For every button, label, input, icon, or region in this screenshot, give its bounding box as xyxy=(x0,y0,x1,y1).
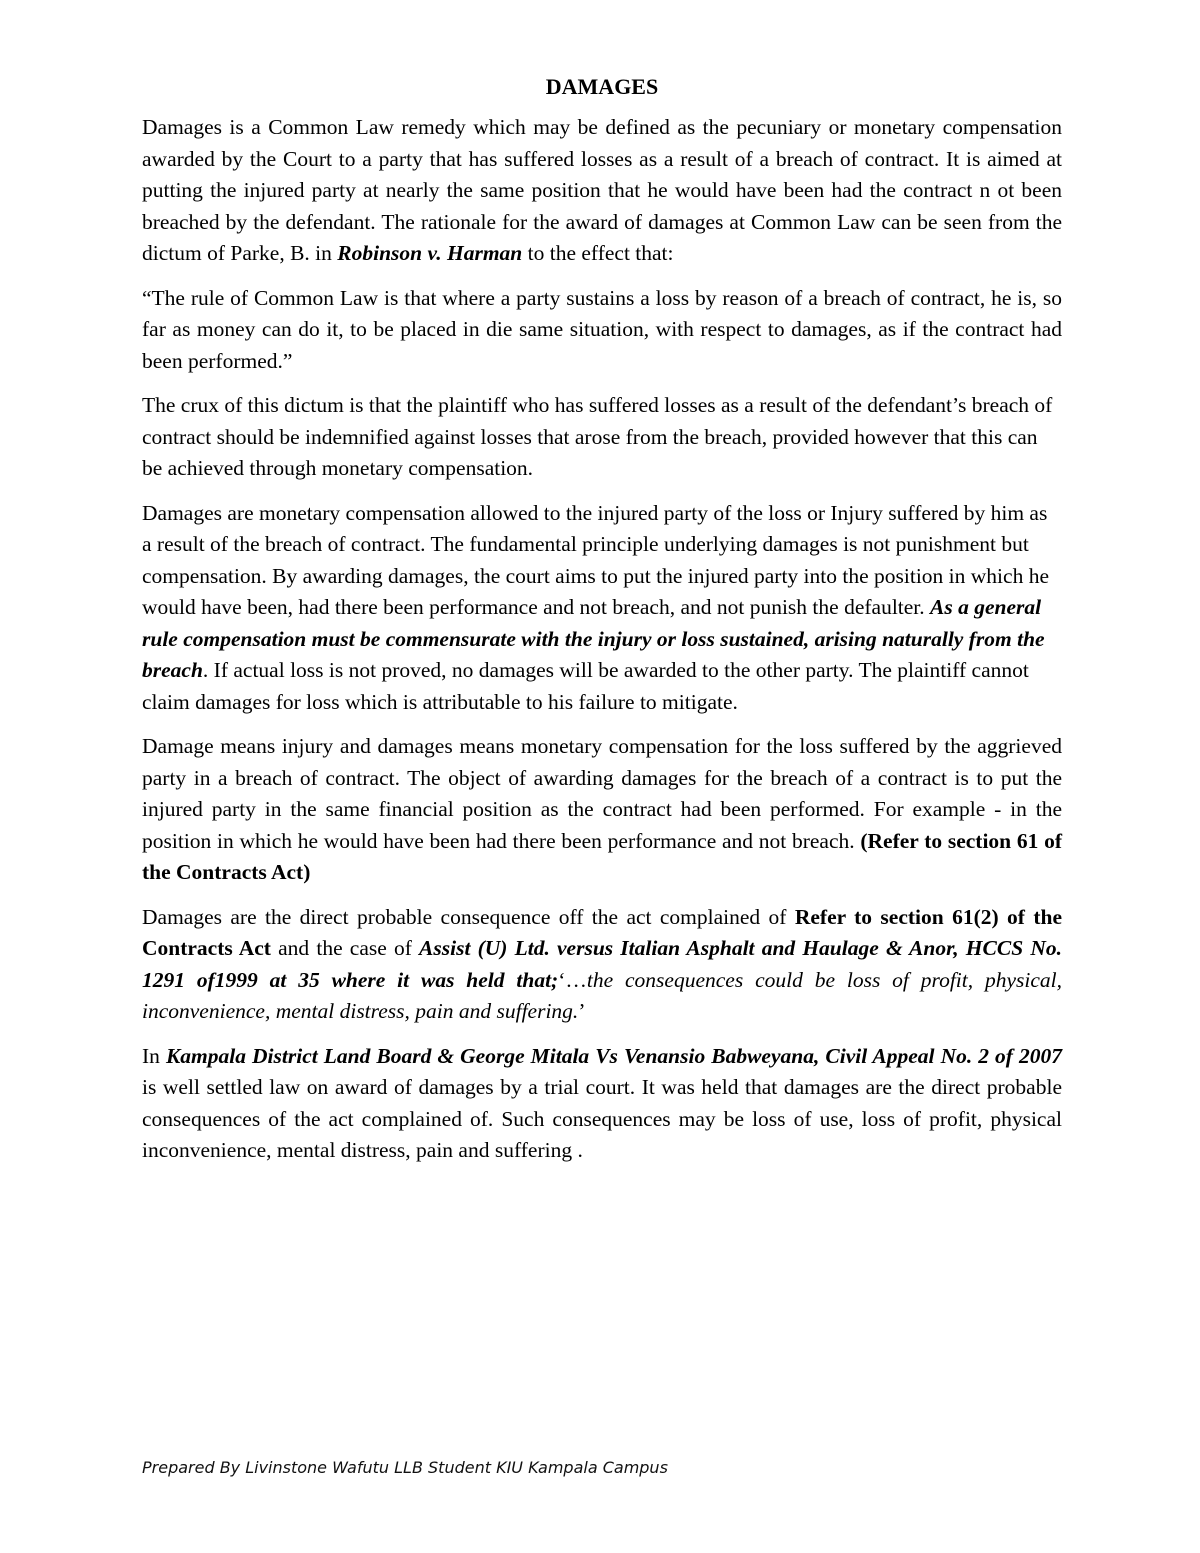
document-body xyxy=(142,72,1062,1180)
statute-reference: Refer to section 61(2) of the Contracts Act xyxy=(142,904,1062,960)
page-footer: Prepared By Livinstone Wafutu LLB Student KIU Kampala Campus xyxy=(142,1458,668,1477)
quote-mark: ‘… xyxy=(558,967,587,992)
paragraph-principle xyxy=(142,498,1062,719)
held-quote: the consequences could be loss of profit, physical, inconvenience, mental distress, pain and suffering. xyxy=(142,967,1063,1023)
quote-mark: ’ xyxy=(578,999,586,1023)
paragraph-text: In xyxy=(142,1043,166,1068)
paragraph-dictum-quote: “The rule of Common Law is that where a party sustains a loss by reason of a breach of contract, he is, so far as money can do it, to be placed in die same situation, with respect to damages, as if the contract had been performed.” xyxy=(142,285,1062,373)
paragraph-text: . If actual loss is not proved, no damages will be awarded to the other party. The plaintiff cannot claim damages for loss which is attributable to his failure to mitigate. xyxy=(142,658,1029,714)
paragraph-kampala-case xyxy=(142,1041,1062,1167)
paragraph-definition xyxy=(142,112,1062,270)
statute-reference: (Refer to section 61 of the Contracts Act) xyxy=(142,828,1062,884)
case-citation: Robinson v. Harman xyxy=(337,241,523,265)
paragraph-damage-meaning xyxy=(142,731,1062,889)
paragraph-text: is well settled law on award of damages by a trial court. It was held that damages are the direct probable consequences of the act complained of. Such consequences may be loss of use, loss of profit, physical inconvenience, mental distress, pain and suffering . xyxy=(142,1075,1062,1162)
paragraph-text: Damages are the direct probable consequence off the act complained of xyxy=(142,904,795,929)
page-title: DAMAGES xyxy=(545,74,659,99)
case-citation: Kampala District Land Board & George Mitala Vs Venansio Babweyana, Civil Appeal No. 2 of 2007 xyxy=(165,1043,1062,1068)
paragraph-crux: The crux of this dictum is that the plaintiff who has suffered losses as a result of the defendant’s breach of contract should be indemnified against losses that arose from the breach, provided however that this can be achieved through monetary compensation. xyxy=(142,393,1053,480)
paragraph-text: Damages is a Common Law remedy which may be defined as the pecuniary or monetary compensation awarded by the Court to a party that has suffered losses as a result of a breach of contract. It is aimed at putting the injured party at nearly the same position that he would have been had the contract n ot been breached by the defendant. The rationale for the award of damages at Common Law can be seen from the dictum of Parke, B. in xyxy=(142,115,1062,265)
paragraph-text: Damages are monetary compensation allowed to the injured party of the loss or Injury suffered by him as a result of the breach of contract. The fundamental principle underlying damages is not punishment but compensation. By awarding damages, the court aims to put the injured party into the position in which he would have been, had there been performance and not breach, and not punish the defaulter. xyxy=(142,500,1049,619)
emphasis-rule: As a general rule compensation must be commensurate with the injury or loss sustained, arising naturally from the breach xyxy=(142,595,1045,682)
paragraph-text: to the effect that: xyxy=(522,241,674,265)
paragraph-consequence xyxy=(142,902,1062,1028)
case-citation: Assist (U) Ltd. versus Italian Asphalt and Haulage & Anor, HCCS No. 1291 of1999 at 35 where it was held that; xyxy=(142,936,1062,992)
paragraph-text: Damage means injury and damages means monetary compensation for the loss suffered by the aggrieved party in a breach of contract. The object of awarding damages for the breach of a contract is to put the injured party in the same financial position as the contract had been performed. For example - in the position in which he would have been had there been performance and not breach. xyxy=(142,734,1062,853)
paragraph-text: and the case of xyxy=(270,936,420,960)
